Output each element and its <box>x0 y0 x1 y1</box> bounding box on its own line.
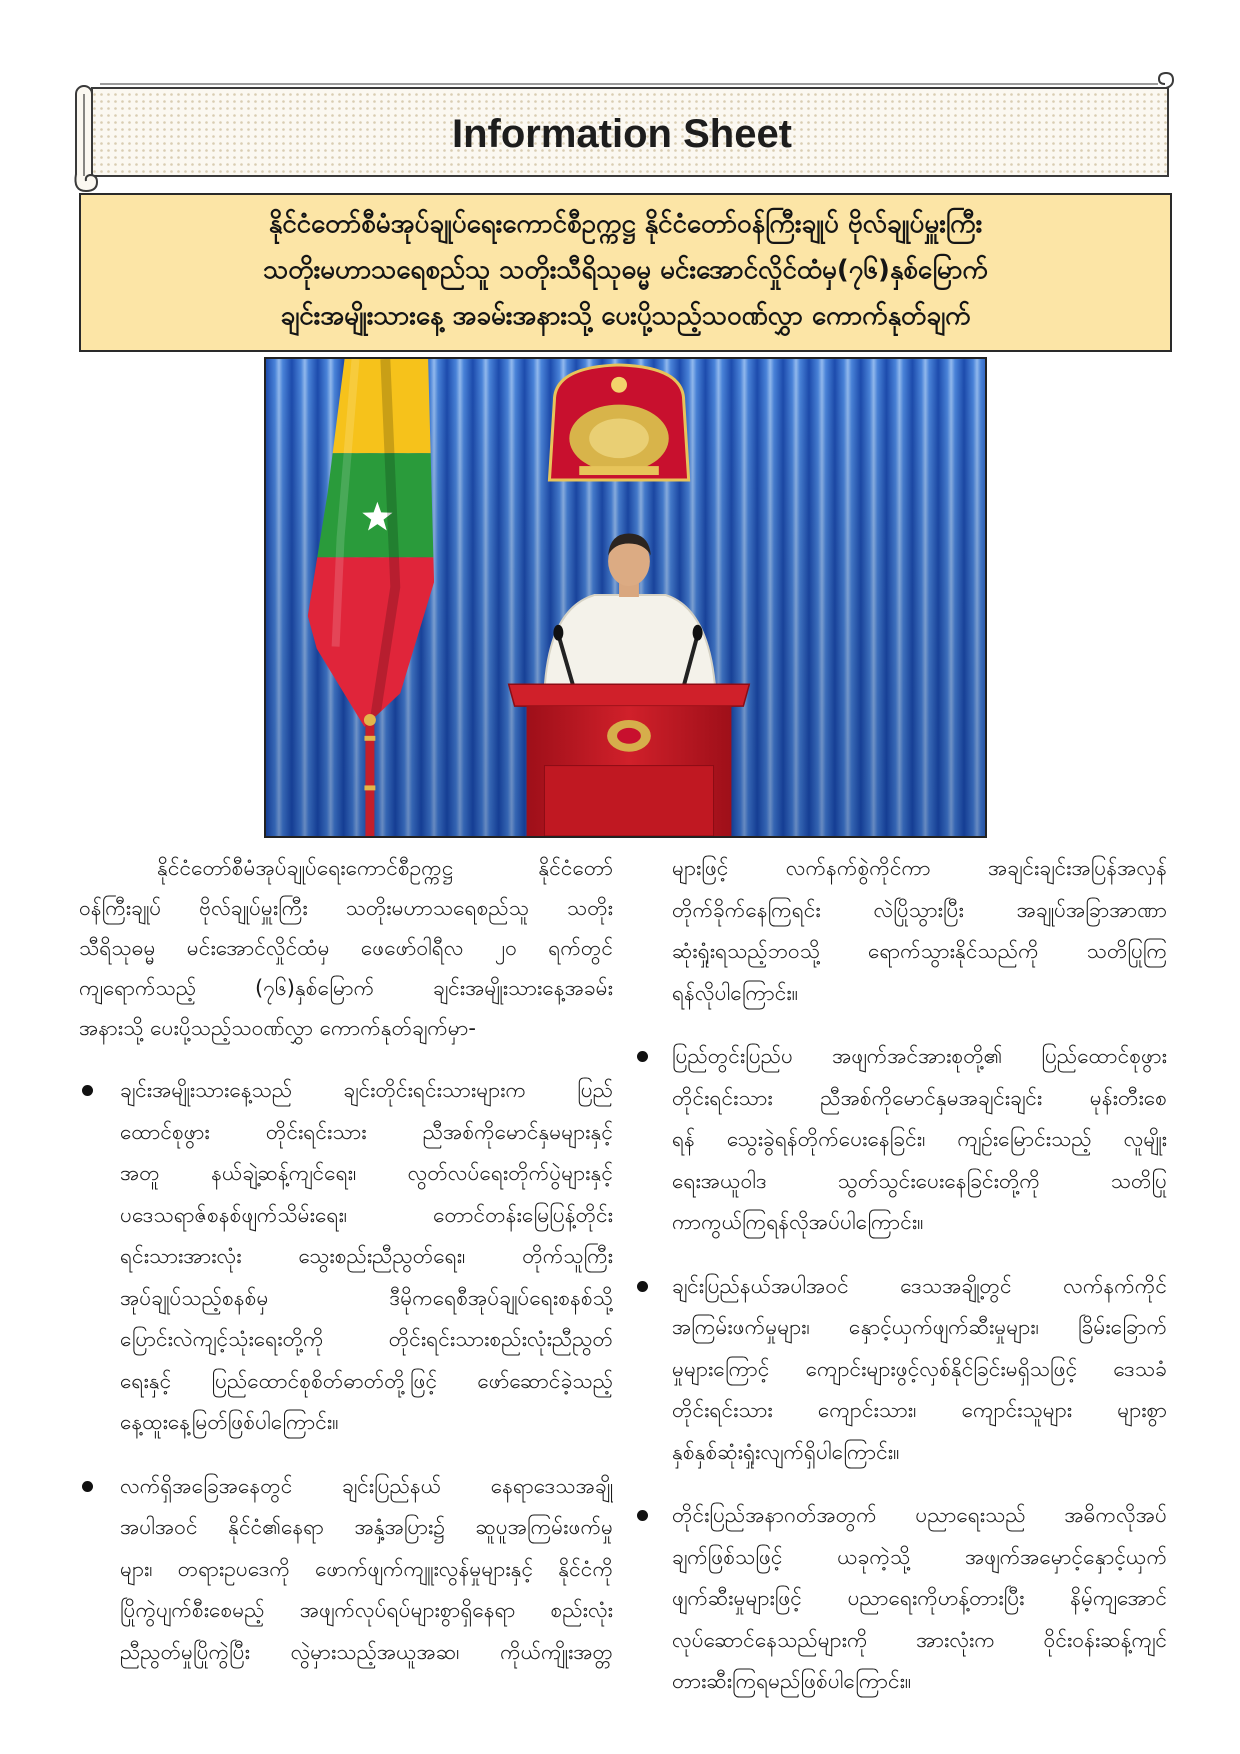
flag-pole-finial <box>364 714 376 726</box>
paragraph-line: အုပ်ချုပ်သည့်စနစ်မှ ဒီမိုကရေစီအုပ်ချုပ်ရေးစနစ်သို့ <box>120 1285 613 1310</box>
paragraph-line: အနားသို့ ပေးပို့သည့်သဝဏ်လွှာ ကောက်နုတ်ချက်မှာ- <box>79 1016 476 1040</box>
title-scroll-banner <box>0 0 1240 200</box>
paragraph-line: ဝန်ကြီးချုပ် ဗိုလ်ချုပ်မှူးကြီး သတိုးမဟာသရေစည်သူ သတိုး <box>79 896 613 920</box>
paragraph-line: များ၊ တရားဥပဒေကို ဖောက်ဖျက်ကျူးလွန်မှုများနှင့် နိုင်ငံကို <box>120 1556 613 1581</box>
left-column <box>79 848 613 1695</box>
paragraph-line: ဆုံးရှုံးရသည့်ဘဝသို့ ရောက်သွားနိုင်သည်ကို သတိပြုကြ <box>672 939 1167 963</box>
paragraph-line: ရန် သွေးခွဲရန်တိုက်ပေးနေခြင်း၊ ကျဉ်းမြောင်းသည့် လူမျိုး <box>672 1127 1167 1151</box>
paragraph-line: တားဆီးကြရမည်ဖြစ်ပါကြောင်း။ <box>672 1669 912 1693</box>
paragraph-line: နှစ်နှစ်ဆုံးရှုံးလျက်ရှိပါကြောင်း။ <box>672 1439 900 1464</box>
page-title: Information Sheet <box>451 112 793 156</box>
bullet-item <box>633 1266 1167 1474</box>
paragraph-line: အပါအဝင် နိုင်ငံ၏နေရာ အနှံ့အပြား၌ ဆူပူအကြမ်းဖက်မှု <box>120 1515 613 1539</box>
bullet-continuation <box>633 848 1167 1014</box>
podium <box>509 684 750 836</box>
paragraph-line: ချင်းအမျိုးသားနေ့သည် ချင်းတိုင်းရင်းသားများက ပြည် <box>120 1078 613 1102</box>
paragraph-line: တိုင်းရင်းသား ညီအစ်ကိုမောင်နှမအချင်းချင်း မုန်းတီးစေ <box>672 1085 1167 1110</box>
headline-line: နိုင်ငံတော်စီမံအုပ်ချုပ်ရေးကောင်စီဥက္ကဋ္ဌ နိုင်ငံတော်ဝန်ကြီးချုပ် ဗိုလ်ချုပ်မှူးကြီး <box>268 209 983 239</box>
paragraph-line: ကာကွယ်ကြရန်လိုအပ်ပါကြောင်း။ <box>672 1210 924 1234</box>
bullet-item <box>79 1466 613 1674</box>
bullet-item <box>79 1070 613 1444</box>
paragraph-line: ပြည်တွင်းပြည်ပ အဖျက်အင်အားစုတို့၏ ပြည်ထောင်စုဖွား <box>672 1044 1167 1068</box>
scroll-bottom-curl <box>75 174 97 191</box>
headline-box <box>79 193 1172 352</box>
paragraph-line: ရေးနှင့် ပြည်ထောင်စုစိတ်ဓာတ်တို့ဖြင့် ဖော်ဆောင်ခဲ့သည့် <box>120 1368 613 1393</box>
paragraph-line: သီရိသုဓမ္မ မင်းအောင်လှိုင်ထံမှ ဖေဖော်ဝါရီလ ၂၀ ရက်တွင် <box>79 936 613 960</box>
bullet-icon <box>82 1085 93 1096</box>
scroll-top-curl <box>1148 73 1173 88</box>
state-emblem <box>549 365 688 480</box>
right-column <box>633 848 1167 1725</box>
paragraph-line: ညီညွတ်မှုပြိုကွဲပြီး လွဲမှားသည့်အယူအဆ၊ ကိုယ်ကျိုးအတ္တ <box>120 1639 613 1664</box>
paragraph-line: ပြောင်းလဲကျင့်သုံးရေးတို့ကို တိုင်းရင်းသားစည်းလုံးညီညွတ် <box>120 1327 613 1351</box>
paragraph-line: တိုင်းရင်းသား ကျောင်းသား၊ ကျောင်းသူများ များစွာ <box>672 1398 1167 1422</box>
paragraph-line: တိုက်ခိုက်နေကြရင်း လဲပြိုသွားပြီး အချုပ်အခြာအာဏာ <box>672 897 1167 922</box>
microphone-right-head <box>693 625 703 641</box>
podium-panel <box>544 766 713 836</box>
paragraph-line: လုပ်ဆောင်နေသည်များကို အားလုံးက ဝိုင်းဝန်းဆန့်ကျင် <box>672 1627 1167 1652</box>
bullet-item <box>633 1036 1167 1244</box>
paragraph-line: ထောင်စုဖွား တိုင်းရင်းသား ညီအစ်ကိုမောင်နှမများနှင့် <box>120 1119 613 1144</box>
paragraph-line: တိုင်းပြည်အနာဂတ်အတွက် ပညာရေးသည် အဓိကလိုအပ် <box>672 1503 1167 1527</box>
headline-line: ချင်းအမျိုးသားနေ့ အခမ်းအနားသို့ ပေးပို့သည့်သဝဏ်လွှာ ကောက်နုတ်ချက် <box>280 301 971 331</box>
emblem-star-icon <box>611 377 627 393</box>
bullet-item <box>633 1495 1167 1703</box>
paragraph-line: ရေးအယူဝါဒ သွတ်သွင်းပေးနေခြင်းတို့ကို သတိပြု <box>672 1168 1167 1193</box>
headline-line: သတိုးမဟာသရေစည်သူ သတိုးသီရိသုဓမ္မ မင်းအောင်လှိုင်ထံမှ(၇၆)နှစ်မြောက် <box>263 255 988 285</box>
paragraph-line: ချက်ဖြစ်သဖြင့် ယခုကဲ့သို့ အဖျက်အမှောင့်နှောင့်ယှက် <box>672 1544 1167 1569</box>
paragraph-line: ကျရောက်သည့် (၇၆)နှစ်မြောက် ချင်းအမျိုးသားနေ့အခမ်း <box>79 976 613 1000</box>
paragraph-line: နိုင်ငံတော်စီမံအုပ်ချုပ်ရေးကောင်စီဥက္ကဋ္ဌ နိုင်ငံတော် <box>157 856 613 880</box>
paragraph-line: ပဒေသရာဇ်စနစ်ဖျက်သိမ်းရေး၊ တောင်တန်းမြေပြန့်တိုင်း <box>120 1202 613 1227</box>
paragraph-line: အကြမ်းဖက်မှုများ၊ နှောင့်ယှက်ဖျက်ဆီးမှုများ၊ ခြိမ်းခြောက် <box>672 1315 1167 1339</box>
paragraph-line: အတူ နယ်ချဲ့ဆန့်ကျင်ရေး၊ လွတ်လပ်ရေးတိုက်ပွဲများနှင့် <box>120 1161 613 1185</box>
paragraph-line: မှုများကြောင့် ကျောင်းများဖွင့်လှစ်နိုင်ခြင်းမရှိသဖြင့် ဒေသခံ <box>672 1356 1167 1381</box>
emblem-inner <box>589 419 649 459</box>
paragraph-line: ရင်းသားအားလုံး သွေးစည်းညီညွတ်ရေး၊ တိုက်သူကြီး <box>120 1244 613 1268</box>
microphone-left-head <box>553 625 563 641</box>
speech-photo <box>264 357 987 838</box>
bullet-icon <box>637 1281 648 1292</box>
photo-scene <box>266 359 985 836</box>
emblem-ribbon <box>579 466 659 475</box>
paragraph-line: နေ့ထူးနေ့မြတ်ဖြစ်ပါကြောင်း။ <box>120 1410 339 1434</box>
paragraph-line: များဖြင့် လက်နက်စွဲကိုင်ကာ အချင်းချင်းအပြန်အလှန် <box>672 856 1167 880</box>
paragraph-line: ပြိုကွဲပျက်စီးစေမည့် အဖျက်လုပ်ရပ်များစွာရှိနေရာ စည်းလုံး <box>120 1598 613 1622</box>
flag-pole <box>365 718 374 836</box>
flag-pole-band <box>364 736 375 741</box>
paragraph-line: လက်ရှိအခြေအနေတွင် ချင်းပြည်နယ် နေရာဒေသအချို့ <box>120 1473 613 1498</box>
podium-top <box>509 684 750 706</box>
flag-pole-band <box>364 785 375 790</box>
bullet-icon <box>637 1510 648 1521</box>
intro-paragraph <box>79 848 613 1048</box>
paragraph-line: ချင်းပြည်နယ်အပါအဝင် ဒေသအချို့တွင် လက်နက်ကိုင် <box>672 1273 1167 1298</box>
paragraph-line: ဖျက်ဆီးမှုများဖြင့် ပညာရေးကိုဟန့်တားပြီး နိမ့်ကျအောင် <box>672 1586 1167 1610</box>
podium-emblem-inner <box>617 728 641 744</box>
bullet-icon <box>82 1481 93 1492</box>
bullet-icon <box>637 1051 648 1062</box>
paragraph-line: ရန်လိုပါကြောင်း။ <box>672 980 799 1005</box>
